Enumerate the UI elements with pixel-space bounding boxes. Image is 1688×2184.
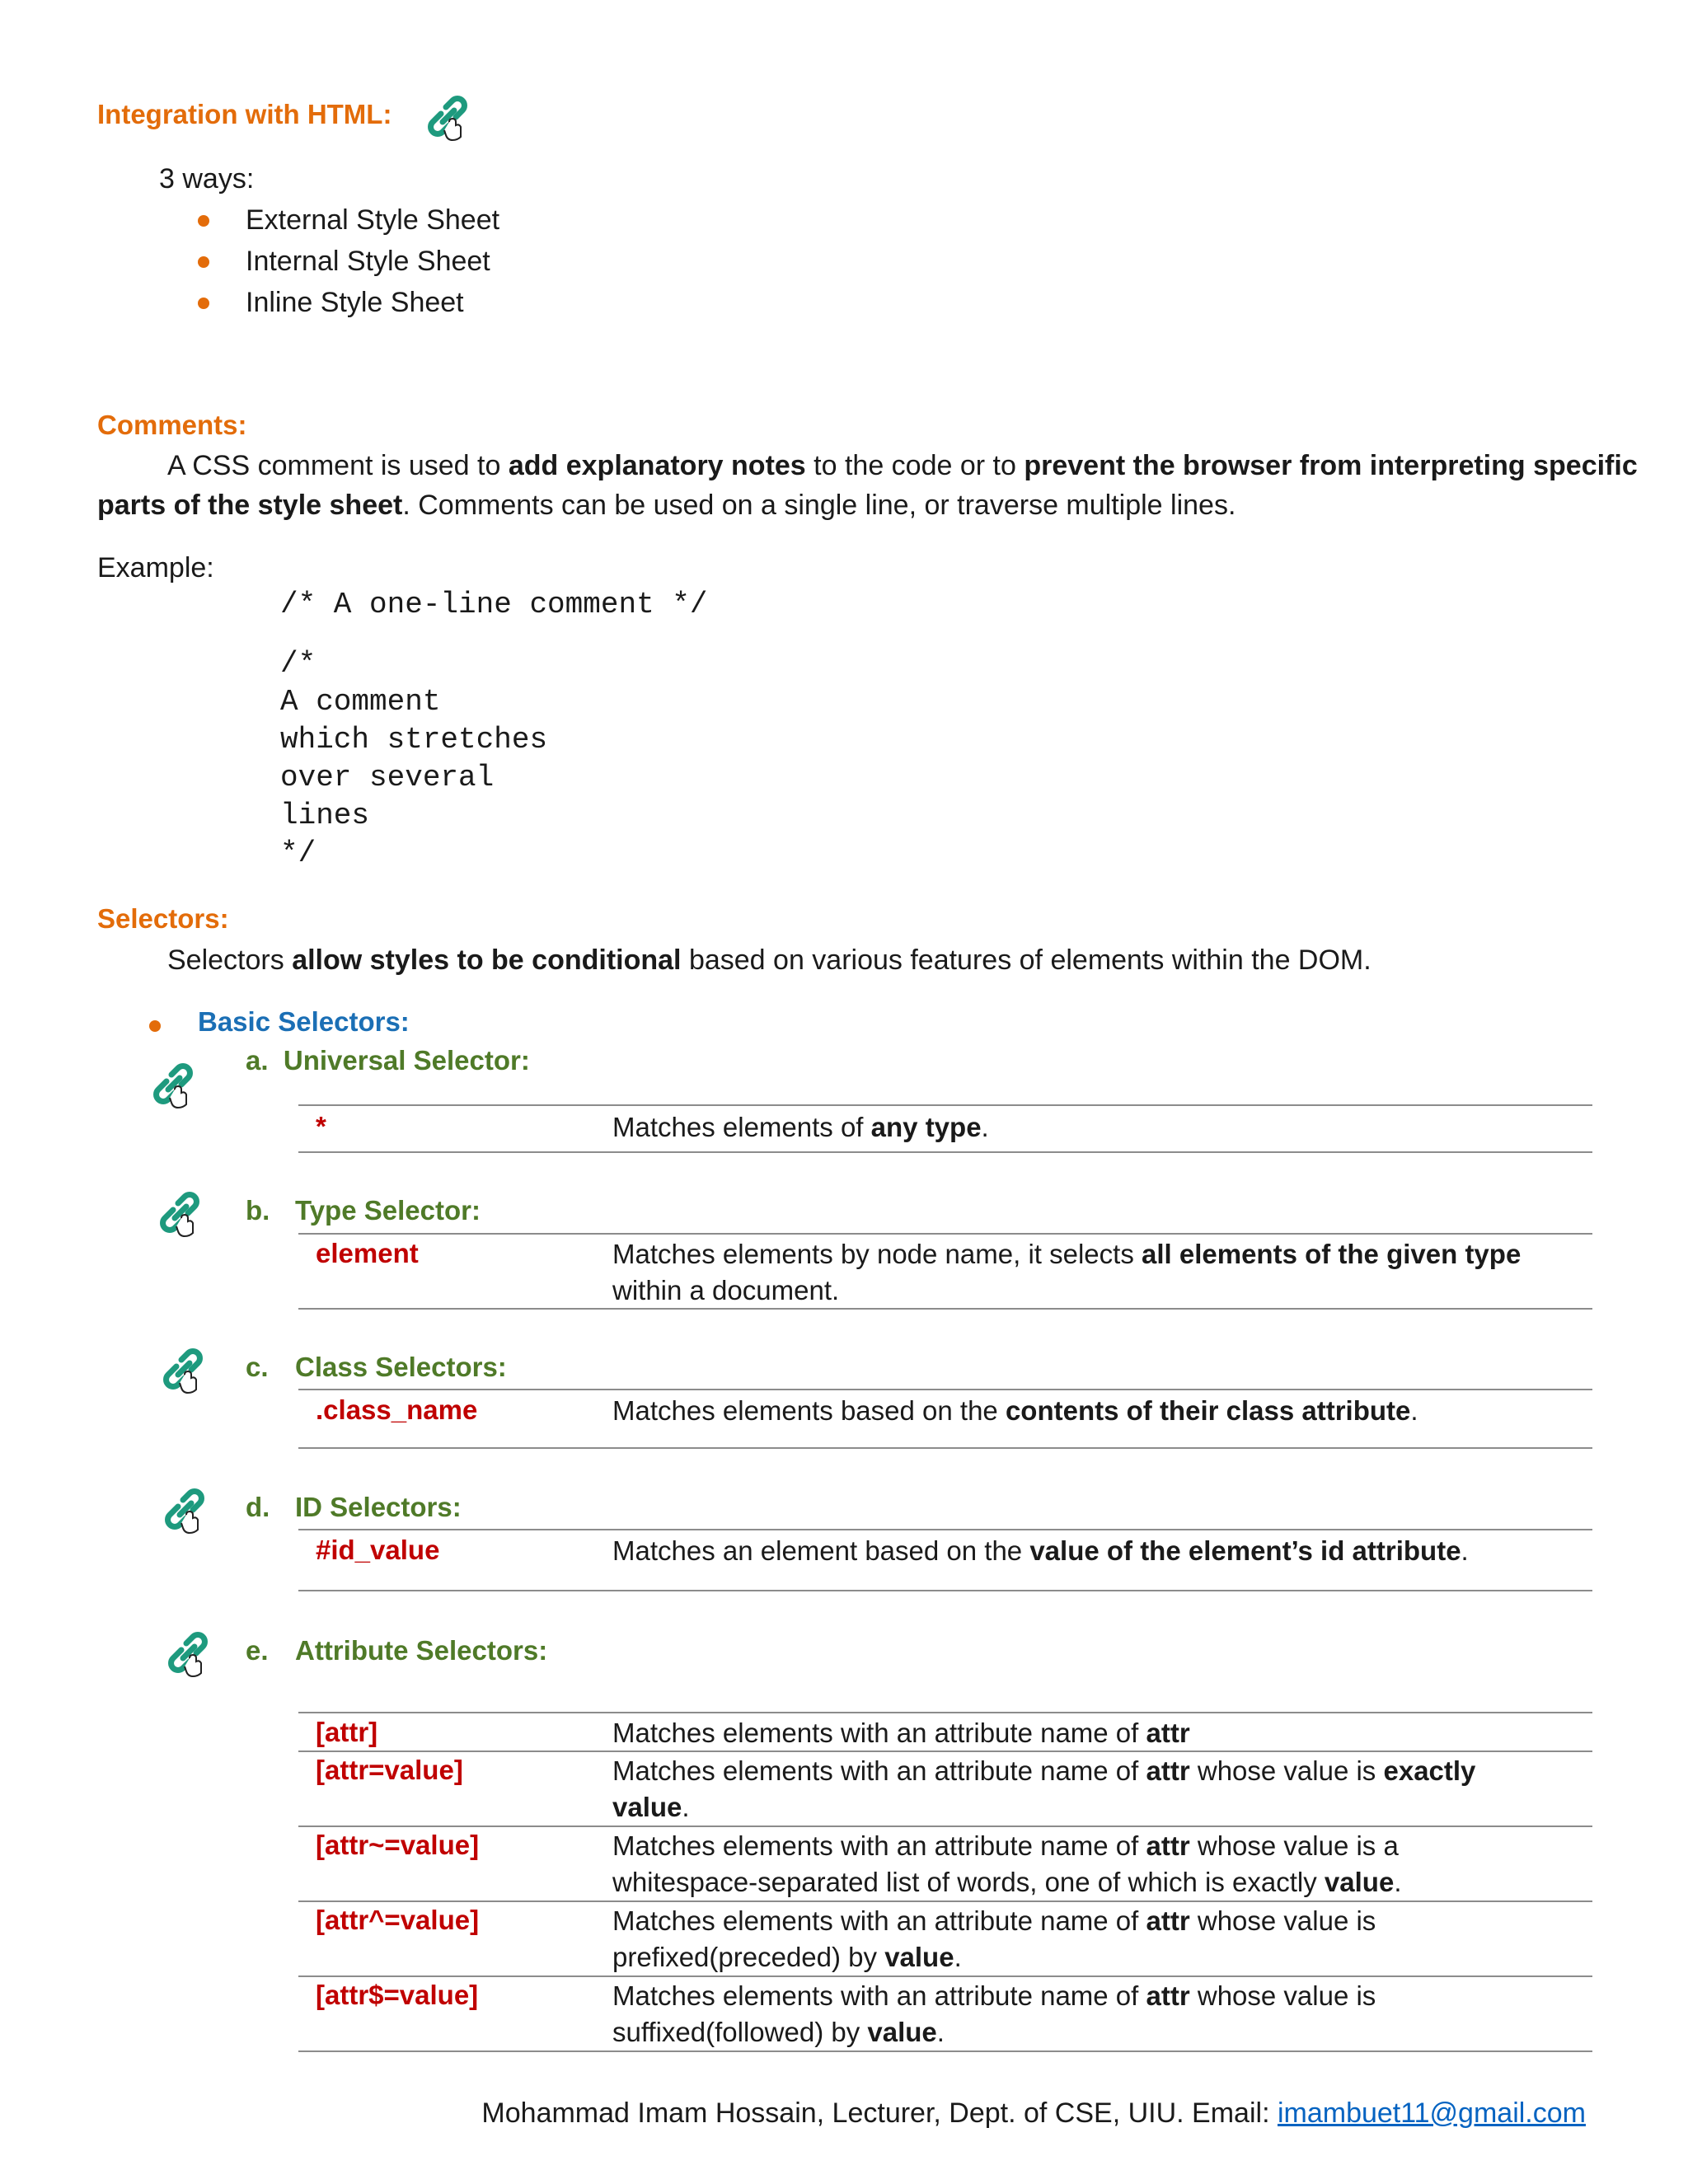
- bullet-icon: [149, 1020, 161, 1032]
- table-rule: [298, 1590, 1592, 1591]
- link-hand-icon[interactable]: [165, 1625, 211, 1678]
- code-multi-line: lines: [280, 799, 370, 832]
- table-rule: [298, 1104, 1592, 1106]
- bullet-icon: [198, 256, 209, 268]
- integration-item: Internal Style Sheet: [246, 246, 490, 277]
- type-selector-desc-line2: within a document.: [612, 1275, 840, 1305]
- attribute-selector-desc-line2: suffixed(followed) by value.: [612, 2017, 945, 2047]
- class-selector-syntax: .class_name: [316, 1394, 478, 1425]
- attribute-selector-desc: Matches elements with an attribute name of attr: [612, 1718, 1190, 1748]
- code-multi-line: /*: [280, 647, 316, 681]
- table-rule: [298, 2050, 1592, 2052]
- selectors-intro: Selectors allow styles to be conditional based on various features of elements within the DOM.: [167, 944, 1372, 976]
- attribute-selector-desc-line2: whitespace-separated list of words, one of which is exactly value.: [612, 1867, 1402, 1897]
- type-selector-heading: Type Selector:: [295, 1195, 481, 1226]
- footer-email-link[interactable]: imambuet11@gmail.com: [1277, 2097, 1586, 2129]
- universal-selector-syntax: *: [316, 1111, 326, 1141]
- table-rule: [298, 1529, 1592, 1530]
- attribute-selector-syntax: [attr^=value]: [316, 1905, 480, 1935]
- link-hand-icon[interactable]: [157, 1185, 203, 1238]
- code-multi-line: which stretches: [280, 723, 548, 757]
- type-selector-letter: b.: [246, 1195, 270, 1226]
- code-multi-line: A comment: [280, 685, 441, 719]
- table-rule: [298, 1308, 1592, 1310]
- basic-selectors-heading: Basic Selectors:: [198, 1006, 410, 1037]
- code-one-line: /* A one-line comment */: [280, 588, 708, 621]
- table-rule: [298, 1825, 1592, 1827]
- id-selector-heading: ID Selectors:: [295, 1492, 462, 1522]
- attribute-selector-desc-line2: prefixed(preceded) by value.: [612, 1942, 962, 1972]
- universal-selector-desc: Matches elements of any type.: [612, 1112, 989, 1142]
- attribute-selector-desc: Matches elements with an attribute name of attr whose value is a: [612, 1830, 1399, 1861]
- integration-heading: Integration with HTML:: [97, 99, 392, 129]
- attribute-selector-desc-line2: value.: [612, 1792, 690, 1822]
- id-selector-syntax: #id_value: [316, 1535, 440, 1565]
- universal-selector-heading: a. Universal Selector:: [246, 1045, 530, 1076]
- comments-paragraph-line2: parts of the style sheet. Comments can be used on a single line, or traverse multiple lines.: [97, 490, 1236, 521]
- class-selector-desc: Matches elements based on the contents of their class attribute.: [612, 1395, 1418, 1426]
- id-selector-letter: d.: [246, 1492, 270, 1522]
- class-selector-letter: c.: [246, 1352, 269, 1382]
- bullet-icon: [198, 298, 209, 309]
- attribute-selector-desc: Matches elements with an attribute name of attr whose value is: [612, 1980, 1376, 2011]
- table-rule: [298, 1712, 1592, 1713]
- table-rule: [298, 1975, 1592, 1977]
- example-label: Example:: [97, 552, 214, 583]
- attribute-selector-heading: Attribute Selectors:: [295, 1635, 548, 1666]
- bullet-icon: [198, 215, 209, 227]
- class-selector-heading: Class Selectors:: [295, 1352, 507, 1382]
- code-multi-line: */: [280, 837, 316, 870]
- link-hand-icon[interactable]: [160, 1342, 206, 1394]
- comments-paragraph-line1: A CSS comment is used to add explanatory notes to the code or to prevent the browser from interpreting specific: [167, 450, 1638, 481]
- id-selector-desc: Matches an element based on the value of the element’s id attribute.: [612, 1535, 1469, 1566]
- attribute-selector-letter: e.: [246, 1635, 269, 1666]
- integration-intro: 3 ways:: [159, 163, 255, 194]
- code-multi-line: over several: [280, 761, 495, 794]
- attribute-selector-syntax: [attr~=value]: [316, 1830, 480, 1860]
- integration-item: Inline Style Sheet: [246, 287, 464, 318]
- table-rule: [298, 1900, 1592, 1902]
- attribute-selector-syntax: [attr$=value]: [316, 1980, 479, 2010]
- attribute-selector-desc: Matches elements with an attribute name of attr whose value is: [612, 1905, 1376, 1936]
- page-footer: Mohammad Imam Hossain, Lecturer, Dept. of CSE, UIU. Email: imambuet11@gmail.com: [481, 2097, 1586, 2129]
- comments-heading: Comments:: [97, 410, 247, 440]
- type-selector-desc: Matches elements by node name, it selects all elements of the given type: [612, 1239, 1522, 1269]
- link-hand-icon[interactable]: [424, 89, 471, 142]
- attribute-selector-syntax: [attr=value]: [316, 1755, 463, 1785]
- table-rule: [298, 1151, 1592, 1153]
- attribute-selector-desc: Matches elements with an attribute name of attr whose value is exactly: [612, 1755, 1476, 1786]
- link-hand-icon[interactable]: [162, 1482, 208, 1535]
- type-selector-syntax: element: [316, 1238, 419, 1268]
- selectors-heading: Selectors:: [97, 903, 229, 934]
- integration-item: External Style Sheet: [246, 204, 500, 236]
- table-rule: [298, 1750, 1592, 1752]
- attribute-selector-syntax: [attr]: [316, 1717, 378, 1747]
- table-rule: [298, 1233, 1592, 1235]
- table-rule: [298, 1447, 1592, 1449]
- link-hand-icon[interactable]: [150, 1057, 196, 1109]
- table-rule: [298, 1389, 1592, 1390]
